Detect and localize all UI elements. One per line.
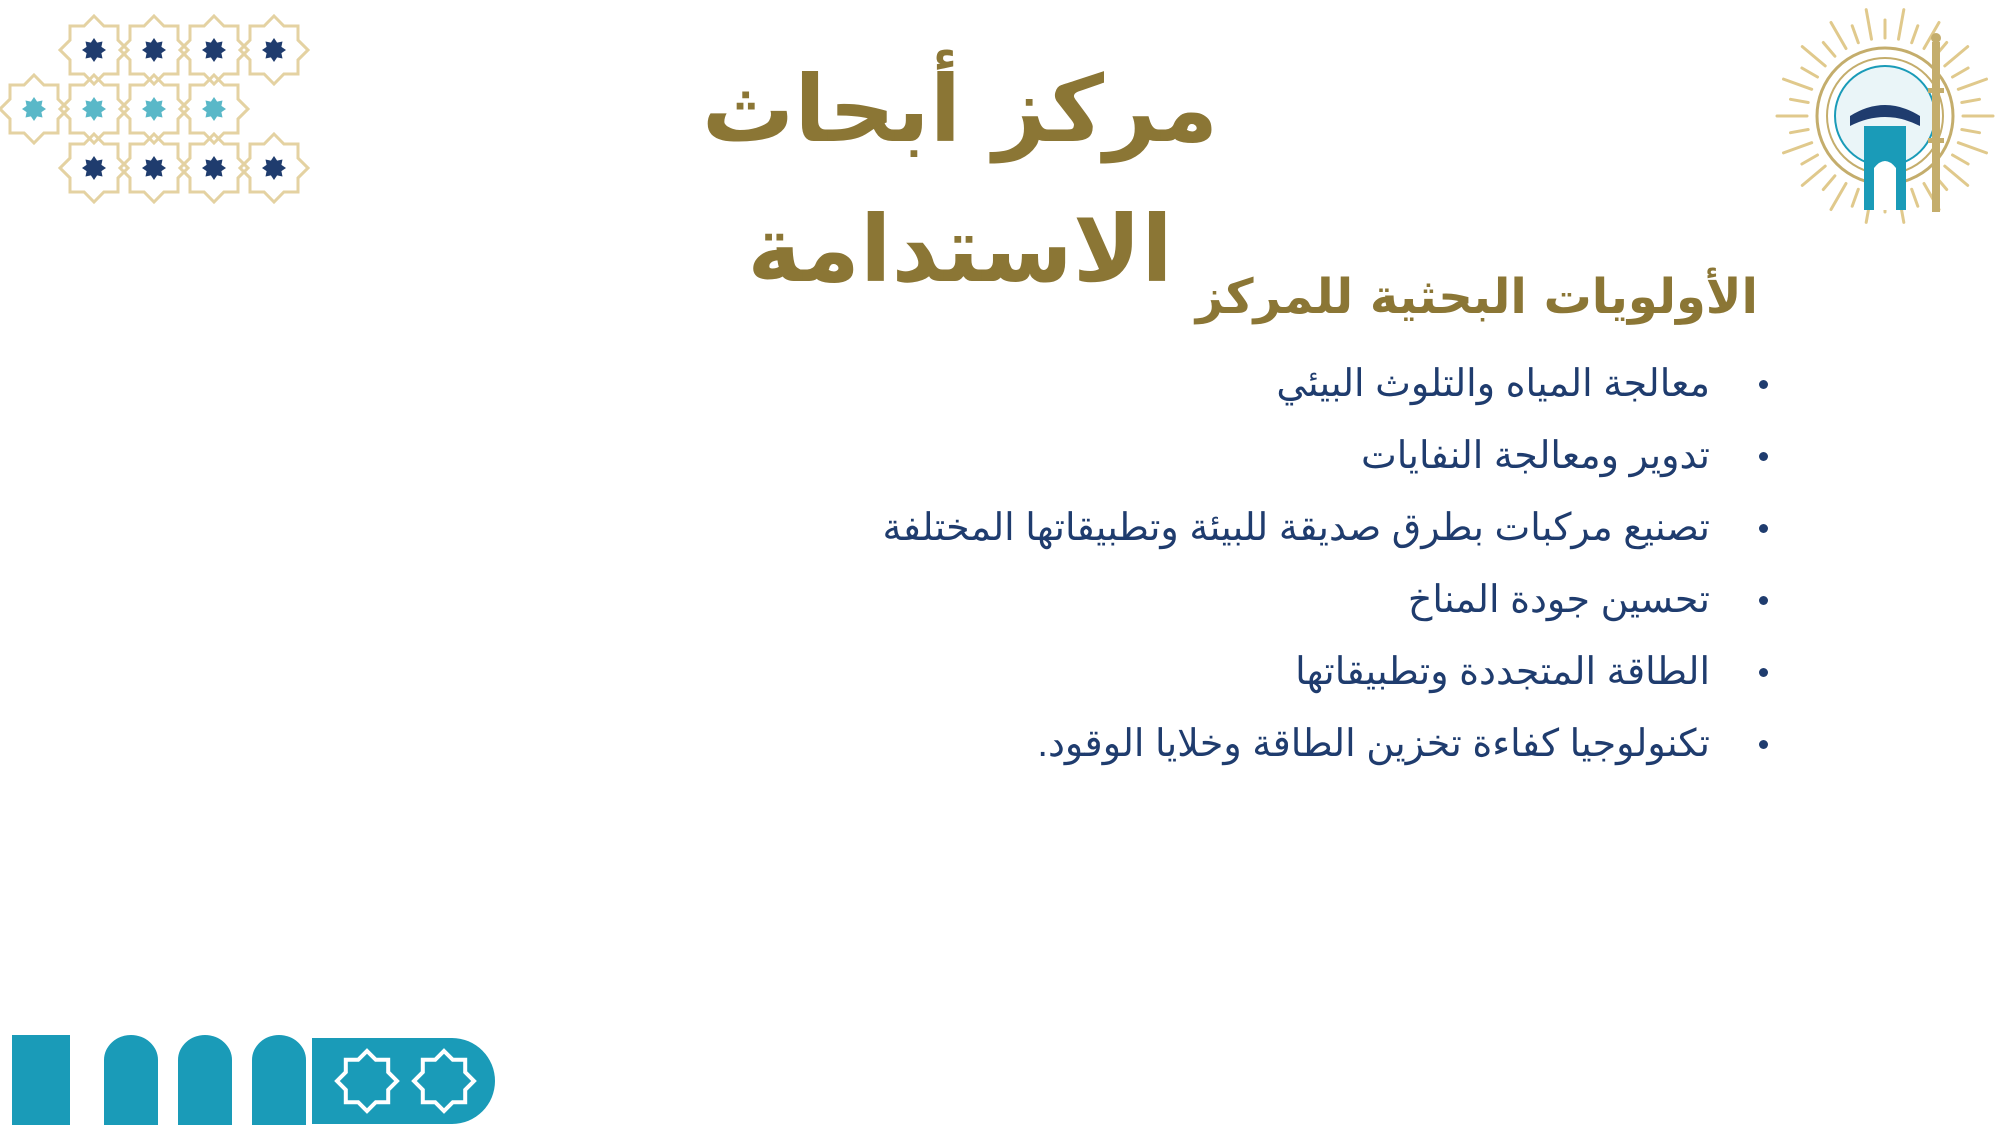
list-item-text: معالجة المياه والتلوث البيئي (1276, 363, 1710, 405)
list-item (882, 636, 1768, 708)
bullet-icon (1759, 524, 1768, 533)
list-item (882, 420, 1768, 492)
list-item-text: تحسين جودة المناخ (1407, 579, 1710, 621)
list-item-text: تدوير ومعالجة النفايات (1361, 435, 1710, 477)
research-priorities-list (882, 348, 1768, 780)
list-item-text: الطاقة المتجددة وتطبيقاتها (1295, 651, 1710, 693)
list-item-text: تكنولوجيا كفاءة تخزين الطاقة وخلايا الوقود. (1037, 723, 1710, 765)
geometric-star-pattern-icon (0, 14, 320, 204)
university-seal-icon (1770, 8, 2000, 230)
list-item (882, 348, 1768, 420)
section-heading: الأولويات البحثية للمركز (1195, 269, 1758, 325)
list-item (882, 564, 1768, 636)
bullet-icon (1759, 380, 1768, 389)
arch-and-star-motif-icon (12, 1035, 502, 1125)
list-item (882, 708, 1768, 780)
list-item-text: تصنيع مركبات بطرق صديقة للبيئة وتطبيقاتها المختلفة (882, 507, 1710, 549)
bullet-icon (1759, 740, 1768, 749)
list-item (882, 492, 1768, 564)
bullet-icon (1759, 668, 1768, 677)
bullet-icon (1759, 452, 1768, 461)
bullet-icon (1759, 596, 1768, 605)
slide-title: مركز أبحاث الاستدامة (701, 56, 1219, 303)
